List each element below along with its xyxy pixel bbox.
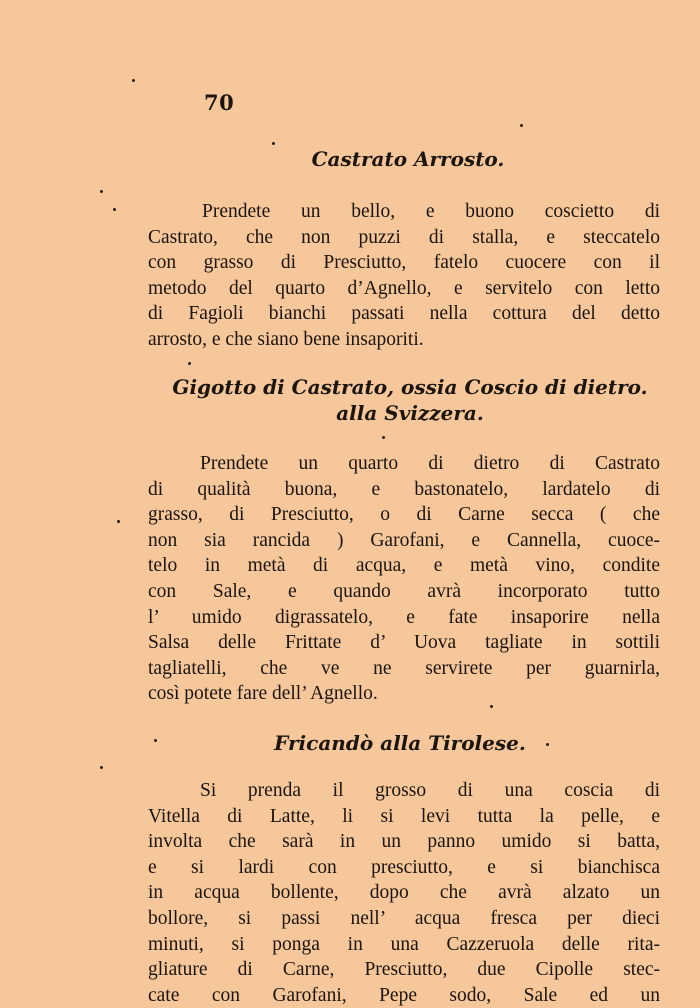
recipe-title-castrato-arrosto: Castrato Arrosto. — [311, 147, 505, 171]
scan-speck — [520, 124, 523, 127]
text-line: gliature di Carne, Presciutto, due Cipolle stec- — [148, 959, 660, 981]
text-line: con grasso di Presciutto, fatelo cuocere con il — [148, 252, 660, 274]
text-line: di qualità buona, e bastonatelo, lardatelo di — [148, 478, 660, 500]
scan-speck — [132, 79, 135, 82]
text-line: bollore, si passi nell’ acqua fresca per dieci — [148, 907, 660, 929]
text-line: Prendete un bello, e buono coscietto di — [202, 201, 660, 222]
scan-speck — [546, 743, 549, 746]
recipe-body-gigotto — [148, 451, 660, 707]
page-number: 70 — [204, 90, 235, 115]
recipe-title-line: Gigotto di Castrato, ossia Coscio di dietro. — [172, 375, 648, 399]
text-line: Prendete un quarto di dietro di Castrato — [200, 453, 660, 474]
text-line: l’ umido digrassatelo, e fate insaporire nella — [148, 606, 660, 628]
text-line: Si prenda il grosso di una coscia di — [200, 780, 660, 801]
text-line: con Sale, e quando avrà incorporato tutto — [148, 580, 660, 602]
text-line: cate con Garofani, Pepe sodo, Sale ed un — [148, 984, 660, 1006]
text-line: così potete fare dell’ Agnello. — [148, 683, 378, 705]
text-line: e si lardi con presciutto, e si bianchisca — [148, 856, 660, 878]
text-line: Vitella di Latte, li si levi tutta la pelle, e — [148, 805, 660, 827]
text-line: grasso, di Presciutto, o di Carne secca ( che — [148, 504, 660, 526]
scan-speck — [100, 190, 103, 193]
text-line: Castrato, che non puzzi di stalla, e steccatelo — [148, 226, 660, 248]
scan-speck — [113, 208, 116, 211]
scan-speck — [117, 520, 120, 523]
scan-speck — [382, 436, 385, 439]
scan-speck — [272, 142, 275, 145]
text-line: metodo del quarto d’Agnello, e servitelo con letto — [148, 277, 660, 299]
text-line: telo in metà di acqua, e metà vino, condite — [148, 555, 660, 577]
scan-speck — [154, 739, 157, 742]
text-line: minuti, si ponga in una Cazzeruola delle rita- — [148, 933, 660, 955]
scan-speck — [100, 766, 103, 769]
recipe-title-fricando: Fricandò alla Tirolese. — [274, 731, 526, 755]
text-line: Salsa delle Frittate d’ Uova tagliate in sottili — [148, 632, 660, 654]
scan-speck — [490, 705, 493, 708]
text-line: involta che sarà in un panno umido si batta, — [148, 831, 660, 853]
recipe-body-fricando — [148, 778, 660, 1008]
text-line: tagliatelli, che ve ne servirete per guarnirla, — [148, 657, 660, 679]
recipe-title-line: alla Svizzera. — [336, 401, 484, 425]
recipe-title-gigotto — [140, 374, 680, 426]
text-line: di Fagioli bianchi passati nella cottura del detto — [148, 303, 660, 325]
text-line: non sia rancida ) Garofani, e Cannella, cuoce- — [148, 529, 660, 551]
scan-speck — [188, 362, 191, 365]
text-line: in acqua bollente, dopo che avrà alzato un — [148, 882, 660, 904]
text-line: arrosto, e che siano bene insaporiti. — [148, 328, 424, 350]
recipe-body-castrato-arrosto — [148, 199, 660, 353]
